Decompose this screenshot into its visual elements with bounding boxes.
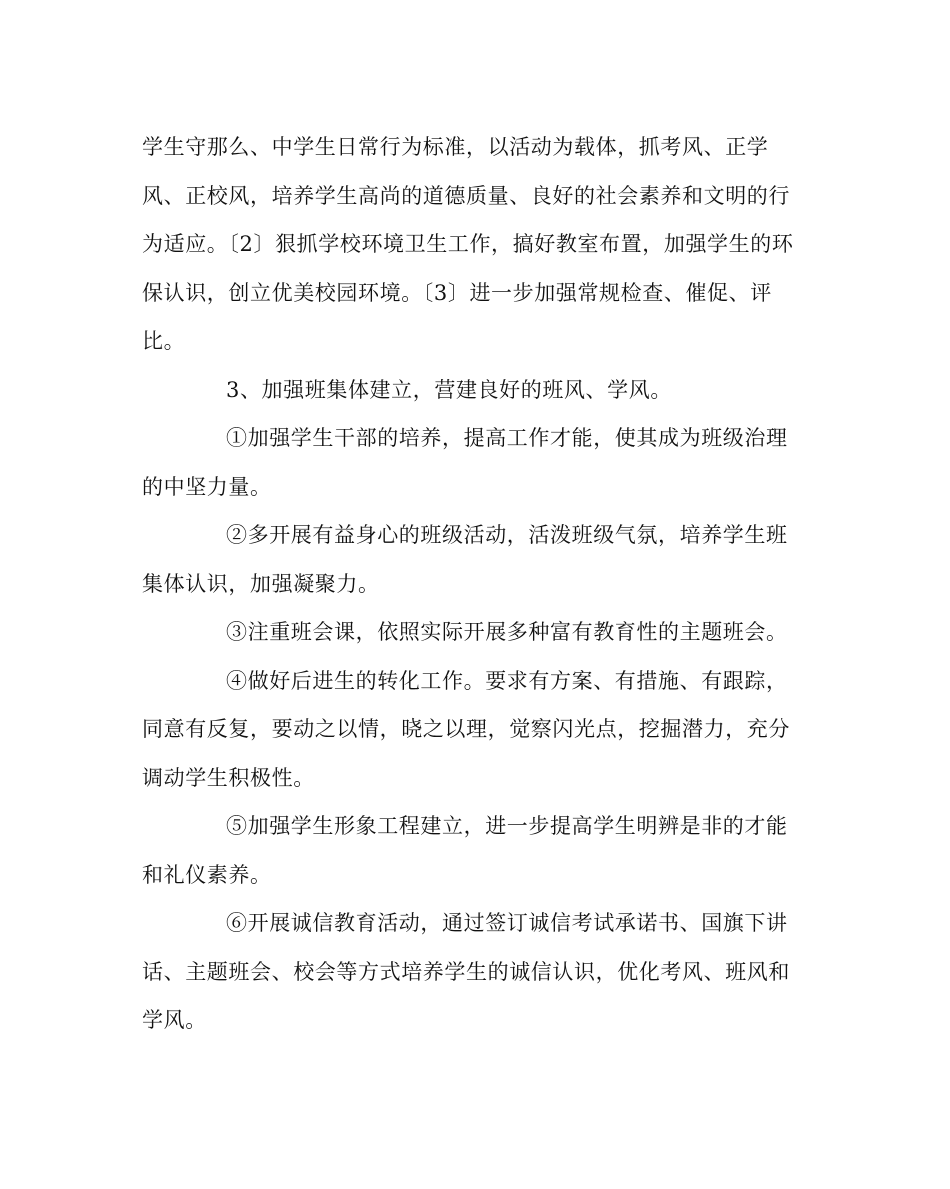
text-line: 和礼仪素养。 xyxy=(142,862,272,887)
text-line: 3、加强班集体建立，营建良好的班风、学风。 xyxy=(226,377,672,402)
paragraph-5 xyxy=(142,608,812,657)
text-line: 保认识，创立优美校园环境。〔3〕进一步加强常规检查、催促、评 xyxy=(142,280,772,305)
paragraph-2 xyxy=(142,366,812,415)
text-line: 话、主题班会、校会等方式培养学生的诚信认识，优化考风、班风和 xyxy=(142,959,790,984)
text-line: 的中坚力量。 xyxy=(142,474,272,499)
text-line: 为适应。〔2〕狠抓学校环境卫生工作，搞好教室布置，加强学生的环 xyxy=(142,232,794,256)
paragraph-8 xyxy=(142,899,812,1045)
text-line: 学生守那么、中学生日常行为标准，以活动为载体，抓考风、正学 xyxy=(142,135,769,159)
text-line: ⑥开展诚信教育活动，通过签订诚信考试承诺书、国旗下讲 xyxy=(226,911,788,935)
text-line: ⑤加强学生形象工程建立，进一步提高学生明辨是非的才能 xyxy=(226,814,788,838)
document-body xyxy=(142,123,812,1045)
text-line: 学风。 xyxy=(142,1008,207,1032)
text-line: 集体认识，加强凝聚力。 xyxy=(142,571,380,596)
paragraph-1 xyxy=(142,123,812,366)
text-line: ②多开展有益身心的班级活动，活泼班级气氛，培养学生班 xyxy=(226,523,788,547)
text-line: ④做好后进生的转化工作。要求有方案、有措施、有跟踪， xyxy=(226,668,788,693)
paragraph-6 xyxy=(142,657,812,803)
text-line: 风、正校风，培养学生高尚的道德质量、良好的社会素养和文明的行 xyxy=(142,183,790,208)
text-line: ①加强学生干部的培养，提高工作才能，使其成为班级治理 xyxy=(226,426,788,450)
text-line: 同意有反复，要动之以情，晓之以理，觉察闪光点，挖掘潜力，充分 xyxy=(142,717,790,741)
paragraph-4 xyxy=(142,511,812,608)
paragraph-3 xyxy=(142,414,812,511)
text-line: 调动学生积极性。 xyxy=(142,765,315,790)
paragraph-7 xyxy=(142,802,812,899)
text-line: 比。 xyxy=(142,329,186,353)
text-line: ③注重班会课，依照实际开展多种富有教育性的主题班会。 xyxy=(226,620,788,644)
